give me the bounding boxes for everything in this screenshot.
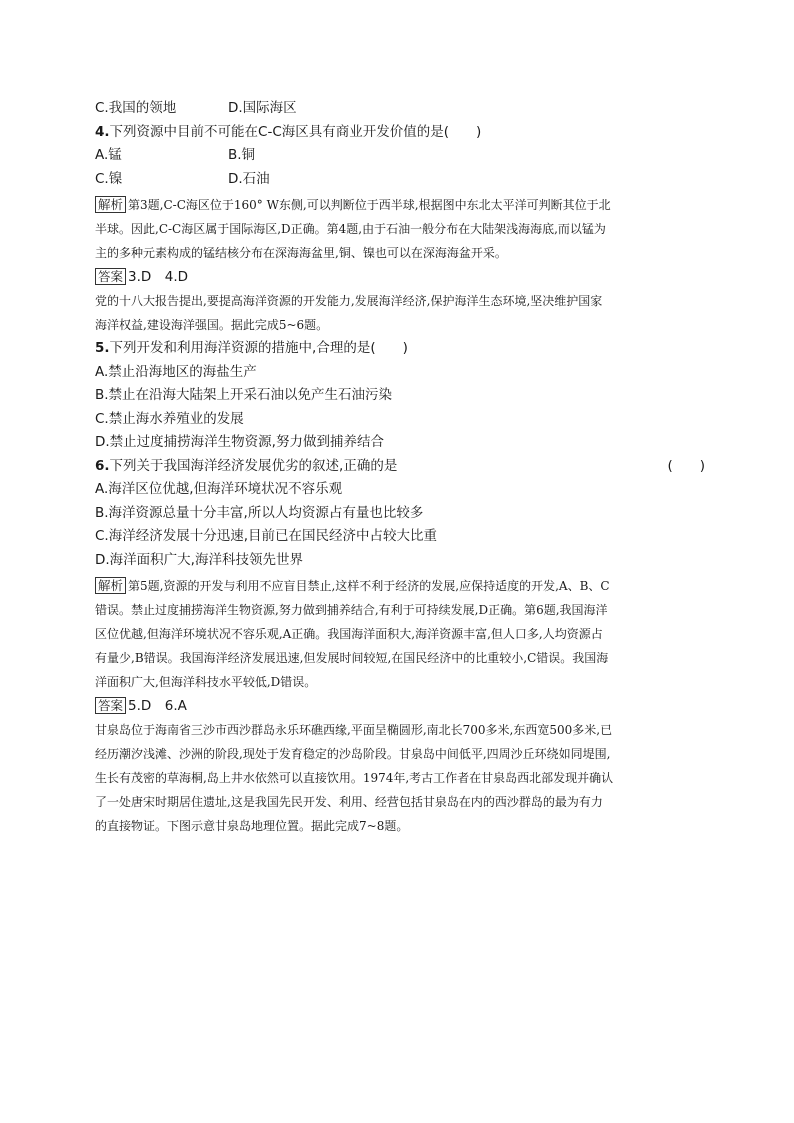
- question-4-number: 4.: [95, 123, 110, 140]
- q5-option-a: A.禁止沿海地区的海盐生产: [95, 363, 257, 380]
- answer-tag: 答案: [95, 268, 126, 285]
- q5-option-b: B.禁止在沿海大陆架上开采石油以免产生石油污染: [95, 387, 393, 403]
- intro-line: 了一处唐宋时期居住遗址,这是我国先民开发、利用、经营包括甘泉岛在内的西沙群岛的最为有力: [95, 795, 603, 809]
- q5-option-d: D.禁止过度捕捞海洋生物资源,努力做到捕养结合: [95, 434, 384, 450]
- intro-line: 经历潮汐浅滩、沙洲的阶段,现处于发育稳定的沙岛阶段。甘泉岛中间低平,四周沙丘环绕如同堤围,: [95, 747, 611, 761]
- q4-option-d: D.石油: [228, 170, 270, 187]
- question-5-text: 下列开发和利用海洋资源的措施中,合理的是( ): [109, 340, 408, 356]
- question-6-bracket: ( ): [667, 457, 705, 474]
- question-5: [95, 337, 705, 361]
- answer-3-4: [95, 265, 705, 289]
- question-6: [95, 455, 705, 479]
- explanation-line: 第5题,资源的开发与利用不应盲目禁止,这样不利于经济的发展,应保持适度的开发,A、B、C: [128, 579, 610, 593]
- document-page: [95, 97, 705, 838]
- intro-line: 党的十八大报告提出,要提高海洋资源的开发能力,发展海洋经济,保护海洋生态环境,坚决维护国家: [95, 294, 603, 308]
- answer-text: 5.D 6.A: [128, 698, 187, 714]
- explanation-line: 有量少,B错误。我国海洋经济发展迅速,但发展时间较短,在国民经济中的比重较小,C错误。我国海: [95, 651, 609, 665]
- intro-7-8: [95, 718, 705, 838]
- explanation-tag: 解析: [95, 577, 126, 594]
- answer-text: 3.D 4.D: [128, 269, 189, 285]
- q5-option-c: C.禁止海水养殖业的发展: [95, 410, 244, 427]
- explanation-line: 主的多种元素构成的锰结核分布在深海海盆里,铜、镍也可以在深海海盆开采。: [95, 246, 507, 260]
- explanation-line: 错误。禁止过度捕捞海洋生物资源,努力做到捕养结合,有利于可持续发展,D正确。第6题,我国海洋: [95, 603, 608, 617]
- q3-option-c: C.我国的领地: [95, 100, 177, 116]
- question-4: [95, 121, 705, 145]
- q6-option-b: B.海洋资源总量十分丰富,所以人均资源占有量也比较多: [95, 504, 424, 521]
- intro-line: 海洋权益,建设海洋强国。据此完成5~6题。: [95, 318, 329, 332]
- explanation-5-6: [95, 574, 705, 694]
- q4-option-a: A.锰: [95, 147, 122, 163]
- explanation-line: 洋面积广大,但海洋科技水平较低,D错误。: [95, 675, 317, 689]
- intro-line: 生长有茂密的草海桐,岛上井水依然可以直接饮用。1974年,考古工作者在甘泉岛西北部发现并确认: [95, 771, 614, 785]
- question-4-text: 下列资源中目前不可能在C-C海区具有商业开发价值的是( ): [109, 123, 482, 140]
- question-6-text: 下列关于我国海洋经济发展优劣的叙述,正确的是: [109, 457, 398, 474]
- question-5-number: 5.: [95, 340, 110, 356]
- answer-5-6: [95, 694, 705, 718]
- explanation-line: 区位优越,但海洋环境状况不容乐观,A正确。我国海洋面积大,海洋资源丰富,但人口多,人均资源占: [95, 627, 603, 641]
- explanation-line: 第3题,C-C海区位于160° W东侧,可以判断位于西半球,根据图中东北太平洋可判断其位于北: [128, 198, 611, 212]
- q6-option-d: D.海洋面积广大,海洋科技领先世界: [95, 551, 303, 568]
- answer-tag: 答案: [95, 697, 126, 714]
- question-6-number: 6.: [95, 457, 110, 474]
- explanation-3-4: [95, 193, 705, 265]
- q3-option-d: D.国际海区: [228, 100, 297, 116]
- q4-option-b: B.铜: [228, 147, 256, 163]
- intro-5-6: [95, 289, 705, 337]
- q4-options-row-2: [95, 168, 705, 192]
- q4-option-c: C.镍: [95, 170, 123, 187]
- intro-line: 的直接物证。下图示意甘泉岛地理位置。据此完成7~8题。: [95, 819, 409, 833]
- q6-option-a: A.海洋区位优越,但海洋环境状况不容乐观: [95, 481, 343, 497]
- explanation-line: 半球。因此,C-C海区属于国际海区,D正确。第4题,由于石油一般分布在大陆架浅海海底,而以锰为: [95, 222, 606, 236]
- intro-line: 甘泉岛位于海南省三沙市西沙群岛永乐环礁西缘,平面呈椭圆形,南北长700多米,东西宽500多米,已: [95, 723, 613, 737]
- q6-option-c: C.海洋经济发展十分迅速,目前已在国民经济中占较大比重: [95, 528, 438, 544]
- q4-options-row-1: [95, 144, 705, 168]
- q3-options-row: [95, 97, 705, 121]
- explanation-tag: 解析: [95, 196, 126, 213]
